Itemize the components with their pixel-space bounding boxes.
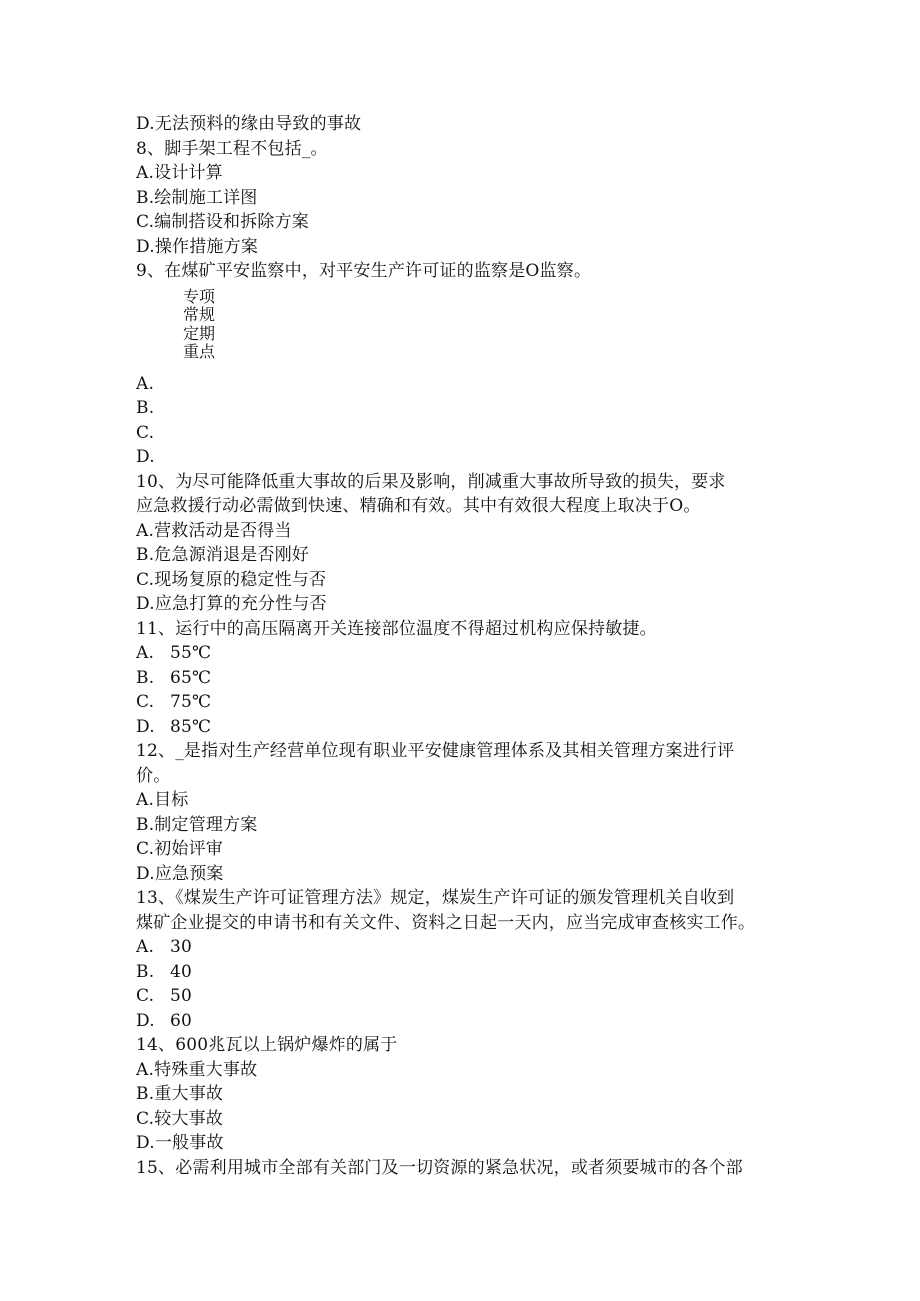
q13-option-c: [136, 984, 796, 1009]
q11-option-a-value: 55℃: [170, 643, 212, 663]
q9-option-c: C.: [136, 422, 155, 443]
q11-option-b-letter: B.: [136, 667, 155, 688]
q14-option-a: A.特殊重大事故: [136, 1059, 258, 1080]
q11-option-a: [136, 641, 796, 666]
q13-option-b-value: 40: [170, 961, 193, 982]
q9-choice-text-2: 常规: [183, 305, 216, 324]
q12-option-c: C.初始评审: [136, 839, 224, 859]
q8-option-c: C.编制搭设和拆除方案: [136, 212, 310, 232]
q8-option-a: A.设计计算: [136, 163, 223, 183]
q13-option-b: [136, 960, 796, 985]
q15-stem-line-1: 15、必需利用城市全部有关部门及一切资源的紧急状况，或者须要城市的各个部: [136, 1157, 743, 1178]
q8-option-b: B.绘制施工详图: [136, 187, 258, 208]
q11-option-b: [136, 666, 796, 691]
q14-option-c: C.较大事故: [136, 1108, 224, 1129]
q9-stem: 9、在煤矿平安监察中，对平安生产许可证的监察是O监察。: [136, 261, 592, 281]
q12-option-d: D.应急预案: [136, 863, 224, 884]
q13-option-a: [136, 935, 796, 960]
q14-stem: 14、600兆瓦以上锅炉爆炸的属于: [136, 1035, 398, 1055]
document-content: [136, 112, 796, 1180]
q11-stem: 11、运行中的高压隔离开关连接部位温度不得超过机构应保持敏捷。: [136, 618, 657, 639]
q12-option-a: A.目标: [136, 790, 189, 810]
q9-choices-block: [136, 288, 796, 362]
q9-option-d: D.: [136, 447, 155, 467]
q13-option-a-value: 30: [170, 937, 193, 957]
q9-choice-text-4: 重点: [183, 342, 216, 361]
q12-option-b: B.制定管理方案: [136, 814, 258, 835]
q11-option-d-value: 85℃: [170, 716, 212, 737]
q13-option-d: [136, 1009, 796, 1034]
q11-option-c-value: 75℃: [170, 692, 212, 712]
q11-option-d: [136, 715, 796, 740]
q10-option-a: A.营救活动是否得当: [136, 520, 292, 541]
q11-option-d-letter: D.: [136, 716, 155, 737]
q7-option-d: D.无法预料的缘由导致的事故: [136, 114, 362, 134]
q10-option-b: B.危急源消退是否刚好: [136, 545, 310, 565]
q12-stem-line-1: 12、_是指对生产经营单位现有职业平安健康管理体系及其相关管理方案进行评: [136, 741, 735, 761]
q10-option-d: D.应急打算的充分性与否: [136, 594, 327, 614]
q8-option-d: D.操作措施方案: [136, 236, 259, 257]
q10-stem-line-2: 应急救援行动必需做到快速、精确和有效。其中有效很大程度上取决于O。: [136, 496, 701, 516]
q10-stem-line-1: 10、为尽可能降低重大事故的后果及影响，削减重大事故所导致的损失，要求: [136, 471, 726, 492]
q9-choice-text-1: 专项: [183, 286, 216, 306]
q12-stem-line-2: 价。: [136, 765, 171, 786]
q9-choice-text-3: 定期: [183, 323, 216, 343]
q11-option-a-letter: A.: [136, 643, 155, 663]
q9-option-a: A.: [136, 373, 155, 394]
q13-option-d-value: 60: [170, 1010, 193, 1031]
q13-option-c-value: 50: [170, 986, 193, 1006]
q14-option-b: B.重大事故: [136, 1084, 224, 1104]
q13-option-a-letter: A.: [136, 937, 155, 957]
q11-option-c-letter: C.: [136, 692, 155, 712]
q8-stem: 8、脚手架工程不包括_。: [136, 138, 328, 159]
q10-option-c: C.现场复原的稳定性与否: [136, 569, 327, 590]
q13-option-c-letter: C.: [136, 986, 155, 1006]
q9-option-b: B.: [136, 398, 155, 418]
q11-option-b-value: 65℃: [170, 667, 212, 688]
q13-option-d-letter: D.: [136, 1010, 155, 1031]
q11-option-c: [136, 690, 796, 715]
q13-stem-line-2: 煤矿企业提交的申请书和有关文件、资料之日起一天内，应当完成审查核实工作。: [136, 912, 756, 933]
q13-option-b-letter: B.: [136, 961, 155, 982]
q14-option-d: D.一般事故: [136, 1133, 224, 1153]
q13-stem-line-1: 13、《煤炭生产许可证管理方法》规定，煤炭生产许可证的颁发管理机关自收到: [136, 888, 735, 908]
